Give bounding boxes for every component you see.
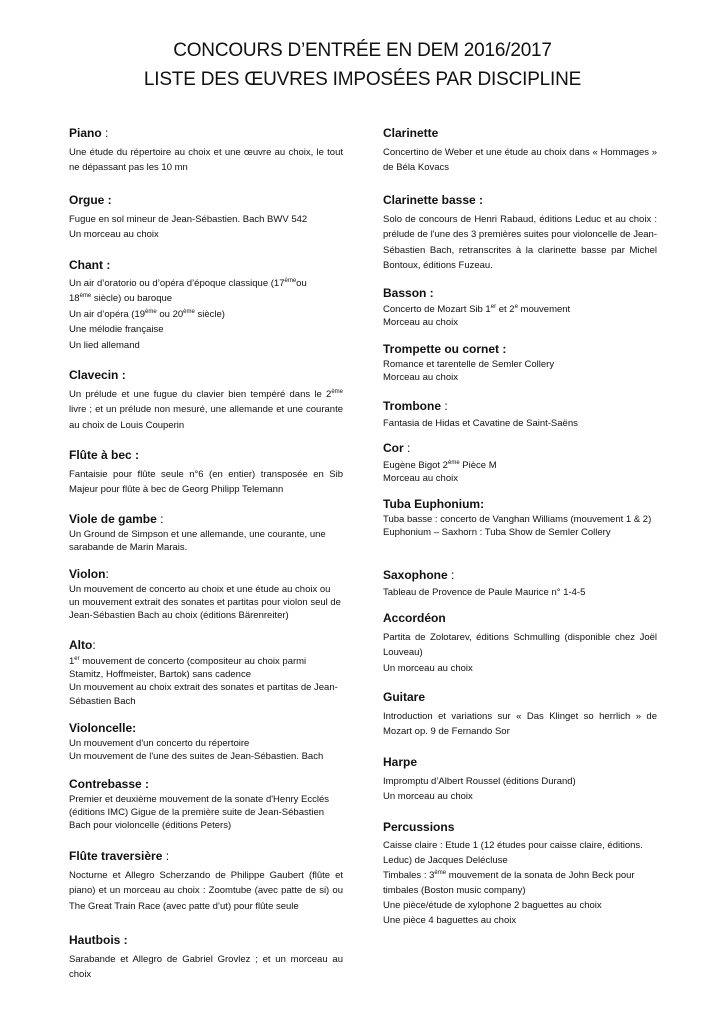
section-flute-bec bbox=[69, 447, 343, 498]
section-body: Fantasia de Hidas et Cavatine de Saint-Saëns bbox=[383, 418, 578, 429]
section-body: Concerto de Mozart Sib 1er et 2e mouvement Morceau au choix bbox=[383, 303, 571, 329]
section-cor bbox=[383, 440, 657, 485]
section-body: Un prélude et une fugue du clavier bien tempéré dans le 2ème livre ; et un prélude non mesuré, une allemande et une courante au choix de Louis Couperin bbox=[69, 388, 343, 431]
section-body: Tableau de Provence de Paule Maurice n° 1-4-5 bbox=[383, 587, 586, 598]
section-heading: Flûte à bec : bbox=[69, 448, 140, 462]
section-body: Tuba basse : concerto de Vanghan Williams (mouvement 1 & 2) Euphonium – Saxhorn : Tuba Show de Semler Collery bbox=[383, 514, 652, 539]
section-body: Eugène Bigot 2ème Pièce M Morceau au choix bbox=[383, 459, 497, 485]
section-heading: Flûte traversière : bbox=[69, 849, 170, 863]
section-trompette bbox=[383, 341, 657, 384]
section-alto bbox=[69, 637, 343, 708]
section-body: Fugue en sol mineur de Jean-Sébastien. Bach BWV 542 Un morceau au choix bbox=[69, 214, 308, 241]
section-piano bbox=[69, 125, 343, 176]
section-heading: Hautbois : bbox=[69, 933, 128, 947]
section-heading: Violoncelle: bbox=[69, 721, 137, 735]
title-line-1: CONCOURS D’ENTRÉE EN DEM 2016/2017 bbox=[173, 40, 552, 61]
section-heading: Violon: bbox=[69, 567, 109, 581]
section-clarinette-basse bbox=[383, 192, 657, 274]
section-heading: Contrebasse : bbox=[69, 777, 150, 791]
section-heading: Percussions bbox=[383, 820, 455, 834]
section-trombone bbox=[383, 398, 657, 431]
section-heading: Viole de gambe : bbox=[69, 512, 164, 526]
section-viole bbox=[69, 511, 343, 554]
section-chant bbox=[69, 257, 343, 353]
section-basson bbox=[383, 285, 657, 329]
section-heading: Chant : bbox=[69, 258, 111, 272]
section-heading: Basson : bbox=[383, 286, 434, 300]
section-heading: Cor : bbox=[383, 441, 411, 455]
section-accordeon bbox=[383, 610, 657, 676]
section-violon bbox=[69, 566, 343, 623]
section-tuba bbox=[383, 496, 657, 539]
section-heading: Guitare bbox=[383, 690, 426, 704]
section-heading: Piano : bbox=[69, 126, 109, 140]
section-hautbois bbox=[69, 932, 343, 983]
section-heading: Clarinette basse : bbox=[383, 193, 484, 207]
section-body: Une étude du répertoire au choix et une œuvre au choix, le tout ne dépassant pas les 10 mn bbox=[69, 147, 343, 174]
section-heading: Clavecin : bbox=[69, 368, 126, 382]
section-flute-traversiere bbox=[69, 848, 343, 914]
section-harpe bbox=[383, 754, 657, 805]
section-clavecin bbox=[69, 367, 343, 433]
section-heading: Alto: bbox=[69, 638, 96, 652]
section-guitare bbox=[383, 689, 657, 740]
section-body: Partita de Zolotarev, éditions Schmulling (disponible chez Joël Louveau) Un morceau au choix bbox=[383, 632, 657, 674]
section-body: Un Ground de Simpson et une allemande, une courante, une sarabande de Marin Marais. bbox=[69, 529, 326, 554]
page-title bbox=[0, 36, 725, 94]
section-heading: Tuba Euphonium: bbox=[383, 497, 485, 511]
section-body: 1er mouvement de concerto (compositeur au choix parmi Stamitz, Hoffmeister, Bartok) sans cadence Un mouvement au choix extrait des sonates et partitas de Jean-Sébastien Bach bbox=[69, 655, 338, 707]
section-body: Caisse claire : Etude 1 (12 études pour caisse claire, éditions. Leduc) de Jacques Delécluse Timbales : 3ème mouvement de la sonata de John Beck pour timbales (Boston music company) Une pièce/étude de xylophone 2 baguettes au choix Une pièce 4 baguettes au choix bbox=[383, 840, 643, 926]
section-heading: Trombone : bbox=[383, 399, 448, 413]
section-heading: Trompette ou cornet : bbox=[383, 342, 507, 356]
section-contrebasse bbox=[69, 776, 343, 833]
section-body: Un mouvement d'un concerto du répertoire Un mouvement de l'une des suites de Jean-Sébastien. Bach bbox=[69, 738, 324, 763]
section-body: Un air d’oratorio ou d’opéra d’époque classique (17èmeou 18ème siècle) ou baroque Un air d’opéra (19ème ou 20ème siècle) Une mélodie française Un lied allemand bbox=[69, 277, 307, 351]
section-percussions bbox=[383, 819, 657, 928]
section-body: Impromptu d’Albert Roussel (éditions Durand) Un morceau au choix bbox=[383, 776, 576, 803]
section-heading: Saxophone : bbox=[383, 568, 455, 582]
section-saxophone bbox=[383, 567, 657, 600]
section-clarinette bbox=[383, 125, 657, 176]
section-body: Concertino de Weber et une étude au choix dans « Hommages » de Béla Kovacs bbox=[383, 147, 657, 174]
section-body: Romance et tarentelle de Semler Collery Morceau au choix bbox=[383, 359, 555, 384]
section-heading: Accordéon bbox=[383, 611, 446, 625]
section-heading: Orgue : bbox=[69, 193, 112, 207]
section-body: Un mouvement de concerto au choix et une étude au choix ou un mouvement extrait des sonates et partitas pour violon seul de Jean-Sébastien Bach au choix (éditions Bärenreiter) bbox=[69, 584, 341, 622]
section-body: Premier et deuxième mouvement de la sonate d'Henry Ecclés (éditions IMC) Gigue de la première suite de Jean-Sébastien Bach pour violoncelle (éditions Peters) bbox=[69, 794, 330, 832]
section-heading: Clarinette bbox=[383, 126, 439, 140]
section-body: Sarabande et Allegro de Gabriel Grovlez ; et un morceau au choix bbox=[69, 954, 343, 981]
section-orgue bbox=[69, 192, 343, 243]
section-heading: Harpe bbox=[383, 755, 418, 769]
section-body: Nocturne et Allegro Scherzando de Philippe Gaubert (flûte et piano) et un morceau au choix : Zoomtube (avec patte de si) ou The Great Train Race (avec patte d’ut) pour flûte seule bbox=[69, 870, 343, 912]
section-body: Fantaisie pour flûte seule n°6 (en entier) transposée en Sib Majeur pour flûte à bec de Georg Philipp Telemann bbox=[69, 469, 343, 496]
section-body: Solo de concours de Henri Rabaud, éditions Leduc et au choix : prélude de l'une des 3 premières suites pour violoncelle de Jean-Sébastien Bach, retranscrites à la clarinette basse par Michel Bontoux, éditions Fuzeau. bbox=[383, 214, 657, 272]
section-violoncelle bbox=[69, 720, 343, 763]
section-body: Introduction et variations sur « Das Klinget so herrlich » de Mozart op. 9 de Fernando Sor bbox=[383, 711, 657, 738]
title-line-2: LISTE DES ŒUVRES IMPOSÉES PAR DISCIPLINE bbox=[143, 69, 582, 90]
